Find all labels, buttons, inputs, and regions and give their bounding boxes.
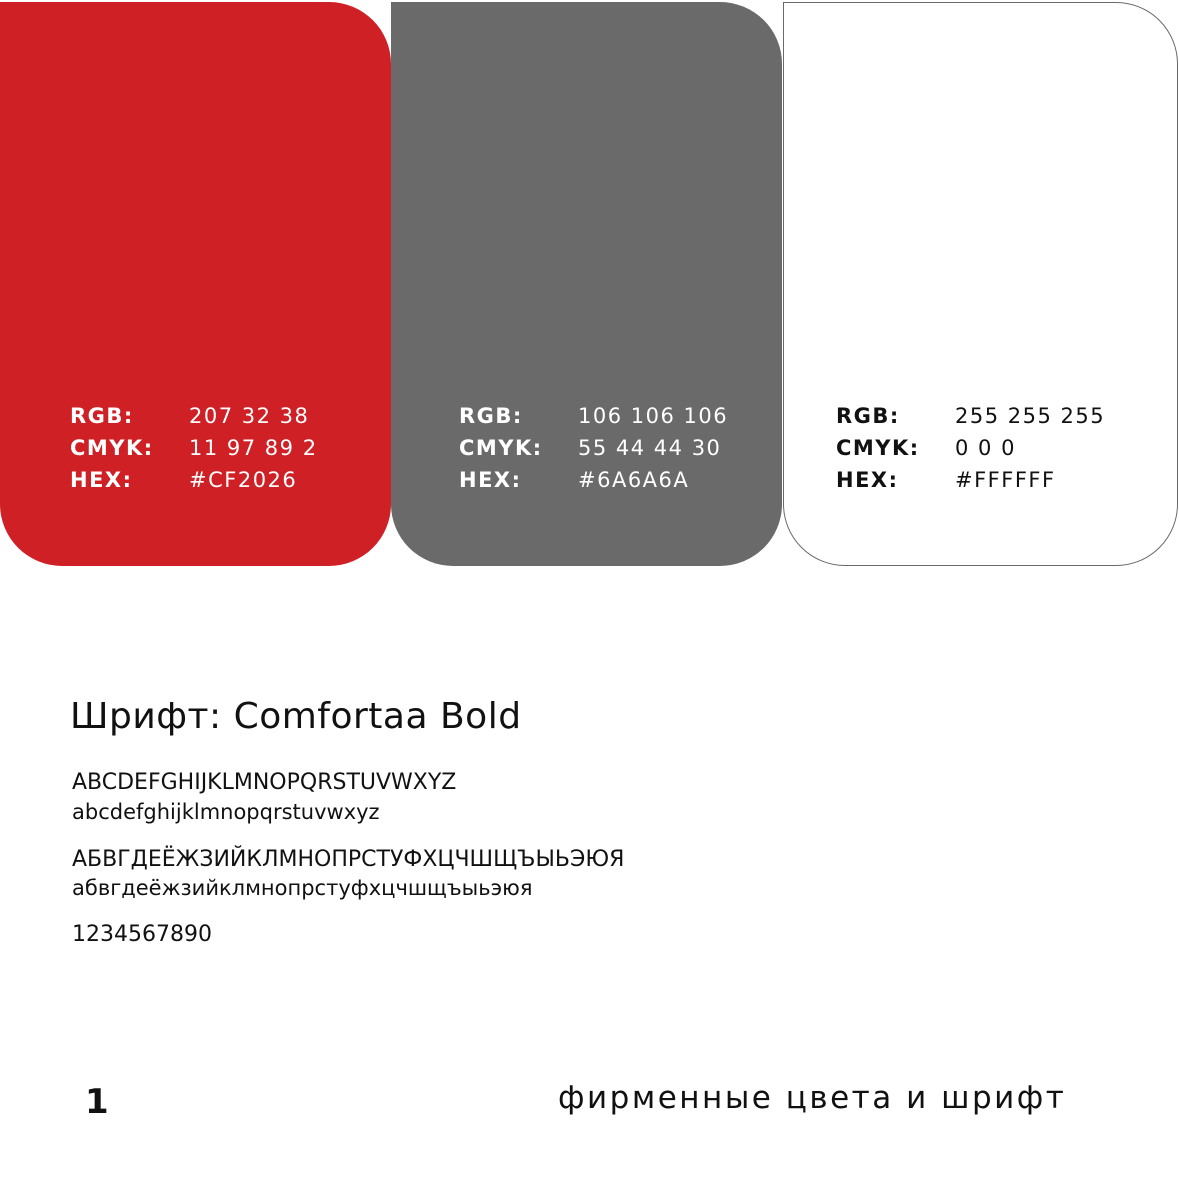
cmyk-label: CMYK: — [70, 436, 154, 460]
cmyk-row — [459, 432, 728, 464]
cyrillic-lowercase: абвгдеёжзийклмнопрстуфхцчшщъыьэюя — [72, 876, 533, 900]
hex-label: HEX: — [70, 468, 133, 492]
font-title: Шрифт: Comfortaa Bold — [70, 696, 522, 737]
hex-value: #CF2026 — [189, 468, 298, 492]
rgb-value: 255 255 255 — [955, 404, 1106, 428]
cmyk-value: 55 44 44 30 — [578, 436, 722, 460]
page-number: 1 — [85, 1082, 109, 1122]
hex-value: #FFFFFF — [955, 468, 1056, 492]
hex-row — [70, 464, 318, 496]
rgb-label: RGB: — [70, 404, 134, 428]
rgb-value: 207 32 38 — [189, 404, 310, 428]
color-specs-white — [836, 400, 1105, 496]
hex-label: HEX: — [836, 468, 899, 492]
cmyk-label: CMYK: — [836, 436, 920, 460]
cmyk-row — [836, 432, 1105, 464]
hex-row — [836, 464, 1105, 496]
footer-caption: фирменные цвета и шрифт — [558, 1080, 1067, 1116]
hex-label: HEX: — [459, 468, 522, 492]
rgb-value: 106 106 106 — [578, 404, 729, 428]
cmyk-value: 0 0 0 — [955, 436, 1016, 460]
cmyk-row — [70, 432, 318, 464]
hex-value: #6A6A6A — [578, 468, 690, 492]
rgb-label: RGB: — [836, 404, 900, 428]
digits-line: 1234567890 — [72, 922, 212, 947]
rgb-label: RGB: — [459, 404, 523, 428]
color-specs-grey — [459, 400, 728, 496]
rgb-row — [70, 400, 318, 432]
rgb-row — [836, 400, 1105, 432]
latin-lowercase: abcdefghijklmnopqrstuvwxyz — [72, 800, 380, 824]
cmyk-value: 11 97 89 2 — [189, 436, 318, 460]
cyrillic-uppercase: АБВГДЕЁЖЗИЙКЛМНОПРСТУФХЦЧШЩЪЫЬЭЮЯ — [72, 847, 625, 872]
color-specs-red — [70, 400, 318, 496]
hex-row — [459, 464, 728, 496]
cmyk-label: CMYK: — [459, 436, 543, 460]
latin-uppercase: ABCDEFGHIJKLMNOPQRSTUVWXYZ — [72, 770, 457, 795]
rgb-row — [459, 400, 728, 432]
